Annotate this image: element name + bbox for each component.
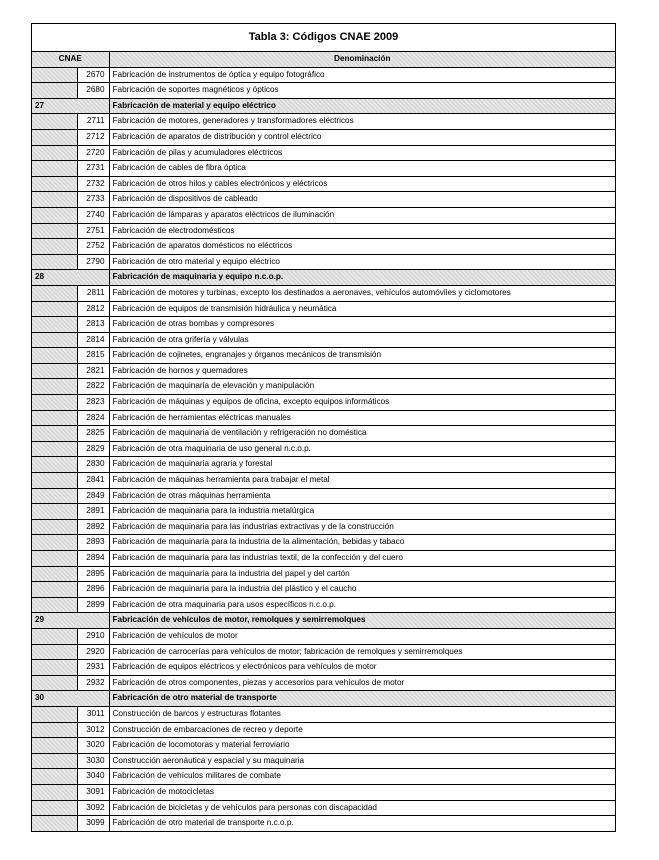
group-cell: [32, 285, 77, 301]
section-row: [32, 270, 615, 286]
cnae-name: Fabricación de motocicletas: [109, 784, 615, 800]
table-row: [32, 660, 615, 676]
cnae-name: Fabricación de maquinaria para la industria del papel y del cartón: [109, 566, 615, 582]
cnae-code: 2751: [77, 223, 109, 239]
group-cell: [32, 223, 77, 239]
cnae-code: 2821: [77, 363, 109, 379]
group-cell: [32, 722, 77, 738]
cnae-name: Fabricación de aparatos domésticos no eléctricos: [109, 239, 615, 255]
group-cell: [32, 254, 77, 270]
cnae-code: 2894: [77, 551, 109, 567]
cnae-code: 2841: [77, 473, 109, 489]
table-row: [32, 816, 615, 831]
cnae-table-frame: [31, 23, 616, 832]
group-cell: [32, 738, 77, 754]
group-cell: [32, 332, 77, 348]
cnae-name: Fabricación de maquinaria de ventilación y refrigeración no doméstica: [109, 426, 615, 442]
cnae-code: 2830: [77, 457, 109, 473]
section-name: Fabricación de maquinaria y equipo n.c.o.p.: [109, 270, 615, 286]
table-row: [32, 379, 615, 395]
cnae-name: Fabricación de hornos y quemadores: [109, 363, 615, 379]
cnae-code: 2752: [77, 239, 109, 255]
table-row: [32, 363, 615, 379]
cnae-code: 2712: [77, 129, 109, 145]
section-code: 28: [32, 270, 77, 286]
group-cell: [32, 363, 77, 379]
table-title: Tabla 3: Códigos CNAE 2009: [32, 24, 615, 52]
cnae-name: Fabricación de herramientas eléctricas manuales: [109, 410, 615, 426]
group-cell: [32, 348, 77, 364]
table-row: [32, 207, 615, 223]
table-row: [32, 597, 615, 613]
cnae-code: 2920: [77, 644, 109, 660]
cnae-code: 2895: [77, 566, 109, 582]
cnae-name: Fabricación de bicicletas y de vehículos para personas con discapacidad: [109, 800, 615, 816]
group-cell: [32, 800, 77, 816]
table-row: [32, 769, 615, 785]
cnae-code: 2899: [77, 597, 109, 613]
cnae-code: 3099: [77, 816, 109, 831]
group-cell: [32, 161, 77, 177]
group-cell: [32, 753, 77, 769]
cnae-code: 2680: [77, 83, 109, 99]
cnae-name: Fabricación de motores y turbinas, excepto los destinados a aeronaves, vehículos automóviles y ciclomotores: [109, 285, 615, 301]
section-name: Fabricación de otro material de transporte: [109, 691, 615, 707]
table-row: [32, 395, 615, 411]
cnae-name: Fabricación de máquinas herramienta para trabajar el metal: [109, 473, 615, 489]
cnae-name: Fabricación de otros hilos y cables electrónicos y eléctricos: [109, 176, 615, 192]
table-body: [32, 67, 615, 831]
cnae-name: Fabricación de vehículos militares de combate: [109, 769, 615, 785]
cnae-name: Fabricación de máquinas y equipos de oficina, excepto equipos informáticos: [109, 395, 615, 411]
group-cell: [32, 192, 77, 208]
cnae-name: Fabricación de otra maquinaria de uso general n.c.o.p.: [109, 441, 615, 457]
cnae-name: Fabricación de maquinaria para la industria del plástico y el caucho: [109, 582, 615, 598]
group-cell: [32, 317, 77, 333]
group-cell: [32, 301, 77, 317]
cnae-name: Fabricación de soportes magnéticos y ópticos: [109, 83, 615, 99]
header-row: [32, 52, 615, 67]
cnae-name: Construcción de embarcaciones de recreo y deporte: [109, 722, 615, 738]
table-row: [32, 535, 615, 551]
cnae-code: 2812: [77, 301, 109, 317]
cnae-name: Fabricación de otra grifería y válvulas: [109, 332, 615, 348]
table-row: [32, 301, 615, 317]
table-row: [32, 675, 615, 691]
cnae-name: Fabricación de otras máquinas herramienta: [109, 488, 615, 504]
group-cell: [32, 816, 77, 831]
table-row: [32, 784, 615, 800]
cnae-code: 3040: [77, 769, 109, 785]
table-row: [32, 114, 615, 130]
cnae-code: 2931: [77, 660, 109, 676]
group-cell: [32, 239, 77, 255]
table-row: [32, 83, 615, 99]
group-cell: [32, 582, 77, 598]
cnae-code: 2824: [77, 410, 109, 426]
cnae-code: 2896: [77, 582, 109, 598]
group-cell: [32, 519, 77, 535]
table-row: [32, 551, 615, 567]
cnae-name: Fabricación de maquinaria agraria y forestal: [109, 457, 615, 473]
cnae-code: 2822: [77, 379, 109, 395]
cnae-code: 3092: [77, 800, 109, 816]
table-row: [32, 254, 615, 270]
section-row: [32, 691, 615, 707]
cnae-code: 2732: [77, 176, 109, 192]
cnae-name: Fabricación de motores, generadores y transformadores eléctricos: [109, 114, 615, 130]
cnae-code: 2932: [77, 675, 109, 691]
table-row: [32, 457, 615, 473]
table-row: [32, 504, 615, 520]
group-cell: [32, 784, 77, 800]
cnae-name: Fabricación de aparatos de distribución y control eléctrico: [109, 129, 615, 145]
table-row: [32, 753, 615, 769]
section-name: Fabricación de vehículos de motor, remolques y semirremolques: [109, 613, 615, 629]
table-row: [32, 285, 615, 301]
cnae-code: 2891: [77, 504, 109, 520]
cnae-code: 3091: [77, 784, 109, 800]
table-row: [32, 332, 615, 348]
cnae-code: 2740: [77, 207, 109, 223]
section-code-spacer: [77, 98, 109, 114]
group-cell: [32, 176, 77, 192]
table-row: [32, 706, 615, 722]
cnae-name: Fabricación de maquinaria para la industria de la alimentación, bebidas y tabaco: [109, 535, 615, 551]
section-code: 27: [32, 98, 77, 114]
cnae-code: 2731: [77, 161, 109, 177]
group-cell: [32, 473, 77, 489]
cnae-name: Construcción de barcos y estructuras flotantes: [109, 706, 615, 722]
table-row: [32, 566, 615, 582]
group-cell: [32, 769, 77, 785]
group-cell: [32, 426, 77, 442]
cnae-name: Fabricación de pilas y acumuladores eléctricos: [109, 145, 615, 161]
cnae-name: Fabricación de equipos eléctricos y electrónicos para vehículos de motor: [109, 660, 615, 676]
table-row: [32, 582, 615, 598]
cnae-name: Fabricación de instrumentos de óptica y equipo fotográfico: [109, 67, 615, 83]
table-row: [32, 161, 615, 177]
header-denominacion: Denominación: [109, 52, 615, 67]
group-cell: [32, 145, 77, 161]
group-cell: [32, 129, 77, 145]
group-cell: [32, 675, 77, 691]
group-cell: [32, 114, 77, 130]
cnae-code: 3020: [77, 738, 109, 754]
table-row: [32, 722, 615, 738]
table-row: [32, 176, 615, 192]
cnae-code: 2893: [77, 535, 109, 551]
table-row: [32, 426, 615, 442]
cnae-code: 2892: [77, 519, 109, 535]
section-code-spacer: [77, 691, 109, 707]
section-name: Fabricación de material y equipo eléctrico: [109, 98, 615, 114]
cnae-code: 2829: [77, 441, 109, 457]
table-row: [32, 67, 615, 83]
table-row: [32, 628, 615, 644]
cnae-name: Fabricación de otra maquinaria para usos específicos n.c.o.p.: [109, 597, 615, 613]
cnae-name: Fabricación de lámparas y aparatos eléctricos de iluminación: [109, 207, 615, 223]
cnae-code: 2825: [77, 426, 109, 442]
cnae-name: Fabricación de cables de fibra óptica: [109, 161, 615, 177]
section-code: 29: [32, 613, 77, 629]
cnae-code: 2814: [77, 332, 109, 348]
cnae-code: 2813: [77, 317, 109, 333]
cnae-name: Fabricación de electrodomésticos: [109, 223, 615, 239]
cnae-code: 2711: [77, 114, 109, 130]
group-cell: [32, 410, 77, 426]
cnae-name: Fabricación de carrocerías para vehículos de motor; fabricación de remolques y semirremolques: [109, 644, 615, 660]
cnae-code: 2910: [77, 628, 109, 644]
header-cnae: CNAE: [32, 52, 109, 67]
cnae-name: Fabricación de otros componentes, piezas y accesorios para vehículos de motor: [109, 675, 615, 691]
section-code-spacer: [77, 613, 109, 629]
table-row: [32, 519, 615, 535]
table-row: [32, 129, 615, 145]
group-cell: [32, 504, 77, 520]
group-cell: [32, 395, 77, 411]
cnae-code: 2733: [77, 192, 109, 208]
group-cell: [32, 628, 77, 644]
cnae-name: Fabricación de locomotoras y material ferroviario: [109, 738, 615, 754]
group-cell: [32, 457, 77, 473]
cnae-code: 2720: [77, 145, 109, 161]
cnae-code: 3030: [77, 753, 109, 769]
table-row: [32, 738, 615, 754]
cnae-name: Construcción aeronáutica y espacial y su maquinaria: [109, 753, 615, 769]
group-cell: [32, 441, 77, 457]
table-row: [32, 441, 615, 457]
table-row: [32, 348, 615, 364]
cnae-table: [32, 52, 615, 831]
table-row: [32, 644, 615, 660]
section-code-spacer: [77, 270, 109, 286]
table-row: [32, 145, 615, 161]
group-cell: [32, 706, 77, 722]
cnae-name: Fabricación de maquinaria de elevación y manipulación: [109, 379, 615, 395]
group-cell: [32, 379, 77, 395]
table-row: [32, 192, 615, 208]
table-row: [32, 473, 615, 489]
cnae-name: Fabricación de otro material de transporte n.c.o.p.: [109, 816, 615, 831]
group-cell: [32, 566, 77, 582]
cnae-name: Fabricación de otro material y equipo eléctrico: [109, 254, 615, 270]
section-row: [32, 613, 615, 629]
group-cell: [32, 644, 77, 660]
group-cell: [32, 67, 77, 83]
cnae-name: Fabricación de maquinaria para las industrias textil, de la confección y del cuero: [109, 551, 615, 567]
group-cell: [32, 488, 77, 504]
table-row: [32, 223, 615, 239]
group-cell: [32, 207, 77, 223]
table-row: [32, 410, 615, 426]
cnae-name: Fabricación de vehículos de motor: [109, 628, 615, 644]
cnae-name: Fabricación de cojinetes, engranajes y órganos mecánicos de transmisión: [109, 348, 615, 364]
group-cell: [32, 660, 77, 676]
cnae-name: Fabricación de maquinaria para la industria metalúrgica: [109, 504, 615, 520]
group-cell: [32, 83, 77, 99]
cnae-code: 2670: [77, 67, 109, 83]
section-code: 30: [32, 691, 77, 707]
group-cell: [32, 597, 77, 613]
cnae-code: 2811: [77, 285, 109, 301]
cnae-name: Fabricación de otras bombas y compresores: [109, 317, 615, 333]
cnae-code: 2849: [77, 488, 109, 504]
cnae-code: 2823: [77, 395, 109, 411]
group-cell: [32, 551, 77, 567]
section-row: [32, 98, 615, 114]
cnae-code: 2790: [77, 254, 109, 270]
table-row: [32, 239, 615, 255]
group-cell: [32, 535, 77, 551]
cnae-name: Fabricación de dispositivos de cableado: [109, 192, 615, 208]
table-row: [32, 317, 615, 333]
cnae-code: 2815: [77, 348, 109, 364]
cnae-code: 3012: [77, 722, 109, 738]
cnae-name: Fabricación de maquinaria para las industrias extractivas y de la construcción: [109, 519, 615, 535]
cnae-code: 3011: [77, 706, 109, 722]
table-row: [32, 800, 615, 816]
table-row: [32, 488, 615, 504]
cnae-name: Fabricación de equipos de transmisión hidráulica y neumática: [109, 301, 615, 317]
